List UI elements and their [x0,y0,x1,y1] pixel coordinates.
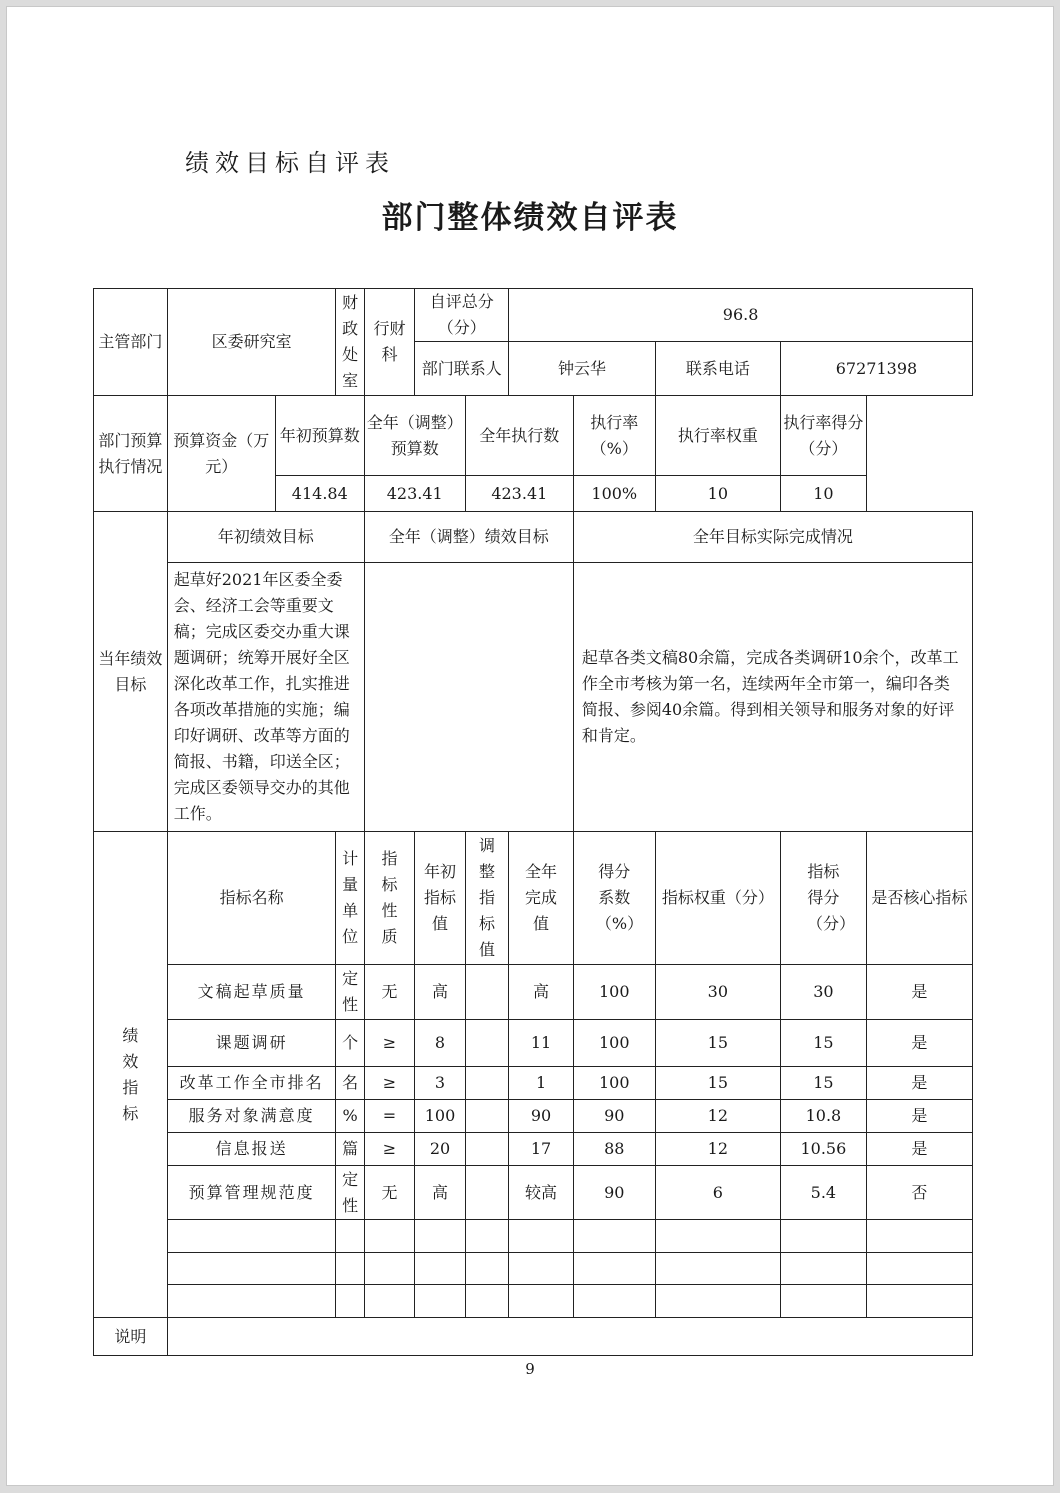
ind-actual: 17 [509,1133,574,1166]
empty-row [94,1253,973,1285]
budget-score: 10 [780,476,866,512]
page-number: 9 [525,1360,535,1378]
score-value: 96.8 [509,289,973,342]
goals-row-label: 当年绩效目标 [94,512,168,832]
ind-weight: 15 [655,1020,780,1067]
ind-header-weight: 指标权重（分） [655,832,780,965]
ind-score: 5.4 [780,1166,866,1220]
ind-unit: 名 [336,1067,364,1100]
ind-nature: 无 [364,1166,415,1220]
ind-unit: 个 [336,1020,364,1067]
ind-initial: 3 [415,1067,466,1100]
ind-weight: 15 [655,1067,780,1100]
ind-adjusted [465,965,508,1020]
ind-nature: ≥ [364,1020,415,1067]
ind-name: 课题调研 [167,1020,336,1067]
goals-initial-text: 起草好2021年区委全委会、经济工会等重要文稿；完成区委交办重大课题调研；统筹开展好全区深化改革工作，扎实推进各项改革措施的实施；编印好调研、改革等方面的简报、书籍，印送全区；完成区委领导交办的其他工作。 [167,563,364,832]
ind-initial: 8 [415,1020,466,1067]
ind-coef: 100 [573,1020,655,1067]
budget-col-weight: 执行率权重 [655,396,780,476]
ind-initial: 100 [415,1100,466,1133]
ind-weight: 30 [655,965,780,1020]
ind-adjusted [465,1067,508,1100]
ind-unit: 定性 [336,1166,364,1220]
budget-fund-label: 预算资金（万元） [167,396,275,512]
indicators-row-label: 绩效指标 [94,832,168,1318]
finance-value: 行财科 [364,289,415,396]
table-row [94,1133,973,1166]
ind-name: 改革工作全市排名 [167,1067,336,1100]
dept-label: 主管部门 [94,289,168,396]
empty-row [94,1220,973,1253]
ind-name: 文稿起草质量 [167,965,336,1020]
budget-weight: 10 [655,476,780,512]
ind-name: 信息报送 [167,1133,336,1166]
budget-rate: 100% [573,476,655,512]
score-label: 自评总分（分） [415,289,509,342]
dept-value: 区委研究室 [167,289,336,396]
ind-header-coef: 得分系数（%） [573,832,655,965]
ind-nature: = [364,1100,415,1133]
ind-coef: 90 [573,1166,655,1220]
ind-score: 10.8 [780,1100,866,1133]
goals-col-actual: 全年目标实际完成情况 [573,512,972,563]
budget-col-executed: 全年执行数 [465,396,573,476]
ind-header-unit: 计量单位 [336,832,364,965]
ind-core: 是 [866,1133,972,1166]
ind-core: 否 [866,1166,972,1220]
budget-executed: 423.41 [465,476,573,512]
ind-header-actual: 全年完成值 [509,832,574,965]
ind-adjusted [465,1100,508,1133]
ind-header-name: 指标名称 [167,832,336,965]
ind-adjusted [465,1133,508,1166]
ind-name: 预算管理规范度 [167,1166,336,1220]
ind-core: 是 [866,965,972,1020]
ind-actual: 90 [509,1100,574,1133]
budget-col-rate: 执行率（%） [573,396,655,476]
ind-weight: 12 [655,1100,780,1133]
phone-label: 联系电话 [655,342,780,396]
ind-core: 是 [866,1067,972,1100]
ind-core: 是 [866,1100,972,1133]
section-heading: 绩效目标自评表 [185,149,395,177]
ind-score: 15 [780,1067,866,1100]
budget-initial: 414.84 [275,476,364,512]
budget-adjusted: 423.41 [364,476,465,512]
ind-weight: 6 [655,1166,780,1220]
ind-name: 服务对象满意度 [167,1100,336,1133]
ind-actual: 较高 [509,1166,574,1220]
contact-label: 部门联系人 [415,342,509,396]
evaluation-table [93,288,973,1356]
budget-col-initial: 年初预算数 [275,396,364,476]
budget-col-adjusted: 全年（调整）预算数 [364,396,465,476]
table-row [94,1067,973,1100]
ind-score: 10.56 [780,1133,866,1166]
ind-weight: 12 [655,1133,780,1166]
ind-coef: 100 [573,965,655,1020]
ind-header-score: 指标得分（分） [780,832,866,965]
note-value [167,1318,972,1356]
table-row [94,1100,973,1133]
budget-row-label: 部门预算执行情况 [94,396,168,512]
ind-core: 是 [866,1020,972,1067]
ind-coef: 100 [573,1067,655,1100]
ind-actual: 11 [509,1020,574,1067]
goals-actual-text: 起草各类文稿80余篇，完成各类调研10余个，改革工作全市考核为第一名，连续两年全市第一，编印各类简报、参阅40余篇。得到相关领导和服务对象的好评和肯定。 [573,563,972,832]
ind-unit: 定性 [336,965,364,1020]
ind-score: 15 [780,1020,866,1067]
ind-actual: 高 [509,965,574,1020]
ind-adjusted [465,1166,508,1220]
ind-adjusted [465,1020,508,1067]
ind-nature: 无 [364,965,415,1020]
goals-col-initial: 年初绩效目标 [167,512,364,563]
ind-initial: 高 [415,965,466,1020]
ind-header-core: 是否核心指标 [866,832,972,965]
ind-score: 30 [780,965,866,1020]
ind-header-initial: 年初指标值 [415,832,466,965]
ind-nature: ≥ [364,1133,415,1166]
ind-unit: 篇 [336,1133,364,1166]
ind-unit: % [336,1100,364,1133]
note-label: 说明 [94,1318,168,1356]
table-row [94,1166,973,1220]
finance-label: 财政处室 [336,289,364,396]
goals-col-adjusted: 全年（调整）绩效目标 [364,512,573,563]
ind-initial: 高 [415,1166,466,1220]
ind-coef: 90 [573,1100,655,1133]
empty-row [94,1285,973,1318]
phone-value: 67271398 [780,342,972,396]
goals-adjusted-text [364,563,573,832]
ind-header-nature: 指标性质 [364,832,415,965]
table-row [94,965,973,1020]
budget-col-score: 执行率得分（分） [780,396,866,476]
contact-value: 钟云华 [509,342,655,396]
ind-header-adjusted: 调整指标值 [465,832,508,965]
ind-actual: 1 [509,1067,574,1100]
form-title: 部门整体绩效自评表 [381,200,679,236]
table-row [94,1020,973,1067]
ind-initial: 20 [415,1133,466,1166]
ind-nature: ≥ [364,1067,415,1100]
ind-coef: 88 [573,1133,655,1166]
